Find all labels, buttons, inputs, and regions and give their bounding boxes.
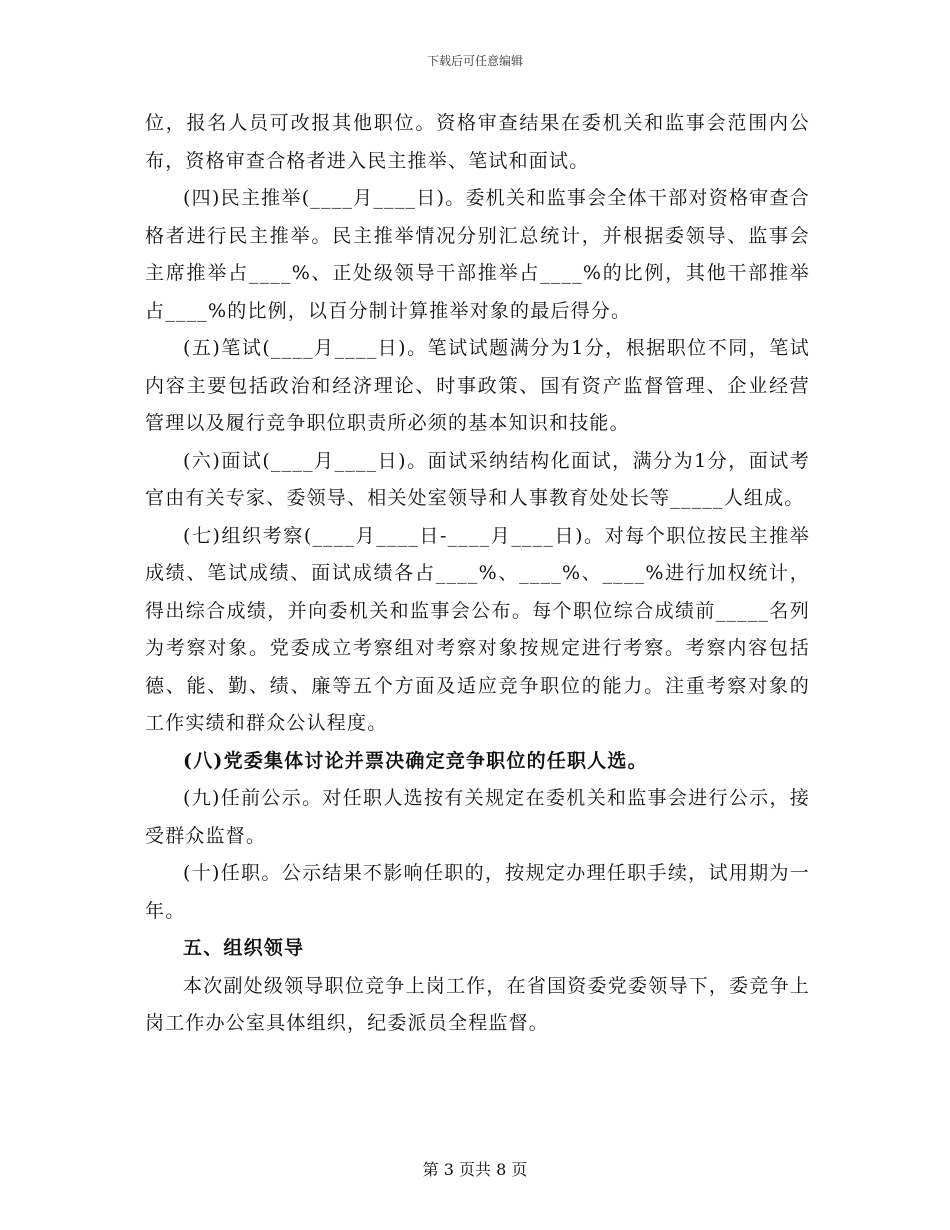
paragraph-party-committee-vote: (八)党委集体讨论并票决确定竞争职位的任职人选。 (183, 749, 648, 772)
paragraph-democratic-recommendation: (四)民主推举(____月____日)。委机关和监事会全体干部对资格审查合格者进行民主推举。民主推举情况分别汇总统计，并根据委领导、监事会主席推举占____%、正处级领导干部推举占____%的比例，其他干部推举占____%的比例，以百分制计算推举对象的最后得分。 (145, 187, 810, 322)
paragraph-pre-appointment-notice: (九)任前公示。对任职人选按有关规定在委机关和监事会进行公示，接受群众监督。 (145, 787, 810, 847)
paragraph-interview: (六)面试(____月____日)。面试采纳结构化面试，满分为1分，面试考官由有关专家、委领导、相关处室领导和人事教育处处长等_____人组成。 (145, 449, 810, 509)
paragraph-appointment: (十)任职。公示结果不影响任职的，按规定办理任职手续，试用期为一年。 (145, 862, 810, 922)
paragraph-written-exam: (五)笔试(____月____日)。笔试试题满分为1分，根据职位不同，笔试内容主要包括政治和经济理论、时事政策、国有资产监督管理、企业经营管理以及履行竞争职位职责所必须的基本知识和技能。 (145, 337, 810, 434)
paragraph-qualification-result: 位，报名人员可改报其他职位。资格审查结果在委机关和监事会范围内公布，资格审查合格者进入民主推举、笔试和面试。 (145, 112, 810, 172)
section-heading-organization-leadership: 五、组织领导 (183, 937, 305, 959)
paragraph-leadership-description: 本次副处级领导职位竞争上岗工作，在省国资委党委领导下，委竞争上岗工作办公室具体组织，纪委派员全程监督。 (145, 974, 810, 1034)
page-header: 下载后可任意编辑 (426, 54, 523, 68)
paragraph-organization-inspection: (七)组织考察(____月____日-____月____日)。对每个职位按民主推举成绩、笔试成绩、面试成绩各占____%、____%、____%进行加权统计，得出综合成绩，并向委机关和监事会公布。每个职位综合成绩前_____名列为考察对象。党委成立考察组对考察对象按规定进行考察。考察内容包括德、能、勤、绩、廉等五个方面及适应竞争职位的能力。注重考察对象的工作实绩和群众公认程度。 (145, 524, 810, 734)
page-footer: 第 3 页共 8 页 (422, 1160, 528, 1179)
document-body (145, 105, 810, 1043)
